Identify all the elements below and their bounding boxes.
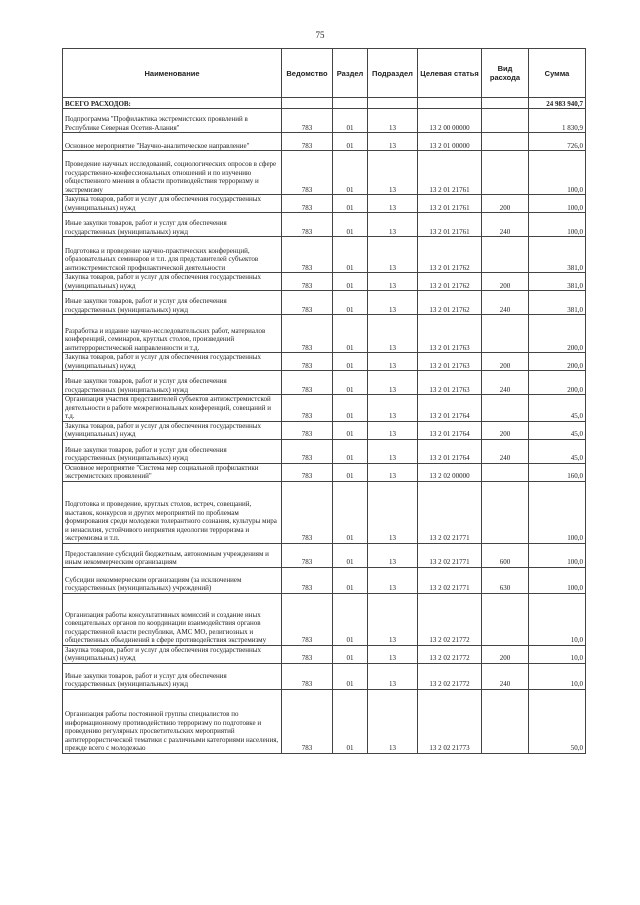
total-sum: 24 983 940,7 [529, 98, 586, 109]
cell-exp-type: 200 [482, 645, 529, 663]
table-row [63, 371, 586, 395]
cell-name: Организация работы консультативных комиссий и создание иных совещательных органов по координации взаимодействия органов государственной власти республики, АМС МО, религиозных и общественных объединений в сфере противодействия экстремизму [63, 593, 282, 645]
cell-dept: 783 [282, 315, 333, 353]
cell-section: 01 [333, 567, 368, 593]
cell-sum: 160,0 [529, 463, 586, 481]
cell-exp-type [482, 481, 529, 543]
cell-exp-type [482, 151, 529, 195]
header-name: Наименование [63, 49, 282, 98]
cell-section: 01 [333, 663, 368, 689]
cell-section: 01 [333, 395, 368, 422]
cell-subsection: 13 [368, 395, 418, 422]
cell-sum: 45,0 [529, 439, 586, 463]
header-sum: Сумма [529, 49, 586, 98]
cell-section: 01 [333, 291, 368, 315]
cell-sum: 45,0 [529, 421, 586, 439]
cell-target: 13 2 02 21773 [418, 689, 482, 753]
cell-section: 01 [333, 133, 368, 151]
cell-subsection: 13 [368, 663, 418, 689]
cell-exp-type: 200 [482, 273, 529, 291]
cell-sum: 381,0 [529, 273, 586, 291]
cell-subsection: 13 [368, 439, 418, 463]
cell-name: Основное мероприятие "Система мер социальной профилактики экстремистских проявлений" [63, 463, 282, 481]
table-row [63, 291, 586, 315]
cell-exp-type [482, 395, 529, 422]
cell-target: 13 2 02 00000 [418, 463, 482, 481]
cell-exp-type [482, 463, 529, 481]
cell-subsection: 13 [368, 593, 418, 645]
cell-subsection: 13 [368, 195, 418, 213]
table-row [63, 663, 586, 689]
cell-exp-type: 240 [482, 291, 529, 315]
cell-dept: 783 [282, 689, 333, 753]
table-row [63, 395, 586, 422]
table-row [63, 481, 586, 543]
cell-dept: 783 [282, 395, 333, 422]
table-row [63, 273, 586, 291]
cell-name: Основное мероприятие "Научно-аналитическое направление" [63, 133, 282, 151]
cell-exp-type [482, 593, 529, 645]
header-exp-type: Вид расхода [482, 49, 529, 98]
cell-subsection: 13 [368, 463, 418, 481]
cell-target: 13 2 02 21772 [418, 663, 482, 689]
cell-dept: 783 [282, 663, 333, 689]
cell-name: Закупка товаров, работ и услуг для обеспечения государственных (муниципальных) нужд [63, 353, 282, 371]
cell-name: Закупка товаров, работ и услуг для обеспечения государственных (муниципальных) нужд [63, 645, 282, 663]
cell-exp-type: 240 [482, 439, 529, 463]
cell-name: Предоставление субсидий бюджетным, автономным учреждениям и иным некоммерческим организациям [63, 543, 282, 567]
cell-target: 13 2 01 21762 [418, 237, 482, 273]
cell-exp-type: 630 [482, 567, 529, 593]
cell-section: 01 [333, 213, 368, 237]
cell-sum: 100,0 [529, 151, 586, 195]
cell-subsection: 13 [368, 689, 418, 753]
cell-sum: 1 830,9 [529, 109, 586, 133]
cell-sum: 200,0 [529, 371, 586, 395]
cell-name: Подготовка и проведение, круглых столов, встреч, совещаний, выставок, конкурсов и других мероприятий по проблемам формирования среди молодежи толерантного сознания, культуры мира и ненасилия, устойчивого неприятия идеологии терроризма и экстремизма и т.п. [63, 481, 282, 543]
cell-section: 01 [333, 463, 368, 481]
cell-name: Подпрограмма "Профилактика экстремистских проявлений в Республике Северная Осетия-Алания" [63, 109, 282, 133]
cell-sum: 100,0 [529, 213, 586, 237]
cell-exp-type: 240 [482, 663, 529, 689]
cell-target: 13 2 01 21762 [418, 273, 482, 291]
cell-sum: 200,0 [529, 353, 586, 371]
table-row [63, 315, 586, 353]
header-target: Целевая статья [418, 49, 482, 98]
table-row [63, 439, 586, 463]
cell-dept: 783 [282, 439, 333, 463]
cell-name: Закупка товаров, работ и услуг для обеспечения государственных (муниципальных) нужд [63, 273, 282, 291]
cell-dept: 783 [282, 109, 333, 133]
cell-name: Закупка товаров, работ и услуг для обеспечения государственных (муниципальных) нужд [63, 195, 282, 213]
cell-section: 01 [333, 109, 368, 133]
table-header-row [63, 49, 586, 98]
cell-section: 01 [333, 593, 368, 645]
cell-dept: 783 [282, 273, 333, 291]
cell-target: 13 2 01 21764 [418, 421, 482, 439]
cell-exp-type: 200 [482, 353, 529, 371]
table-row [63, 133, 586, 151]
table-row [63, 195, 586, 213]
cell-target: 13 2 02 21771 [418, 567, 482, 593]
cell-exp-type [482, 689, 529, 753]
cell-section: 01 [333, 371, 368, 395]
cell-name: Иные закупки товаров, работ и услуг для обеспечения государственных (муниципальных) нужд [63, 663, 282, 689]
cell-section: 01 [333, 543, 368, 567]
cell-target: 13 2 02 21772 [418, 593, 482, 645]
header-subsection: Подраздел [368, 49, 418, 98]
cell-sum: 381,0 [529, 237, 586, 273]
cell-name: Организация участия представителей субъектов антиэкстремистской деятельности в работе межрегиональных конференций, совещаний и т.д. [63, 395, 282, 422]
cell-subsection: 13 [368, 151, 418, 195]
cell-target: 13 2 02 21772 [418, 645, 482, 663]
cell-sum: 100,0 [529, 195, 586, 213]
cell-target: 13 2 01 21763 [418, 353, 482, 371]
cell-subsection: 13 [368, 273, 418, 291]
cell-target: 13 2 01 00000 [418, 133, 482, 151]
cell-target: 13 2 02 21771 [418, 543, 482, 567]
cell-sum: 100,0 [529, 543, 586, 567]
cell-target: 13 2 01 21761 [418, 151, 482, 195]
cell-dept: 783 [282, 421, 333, 439]
table-row [63, 109, 586, 133]
cell-sum: 10,0 [529, 645, 586, 663]
cell-dept: 783 [282, 567, 333, 593]
table-row [63, 421, 586, 439]
cell-section: 01 [333, 689, 368, 753]
cell-section: 01 [333, 421, 368, 439]
page-number: 75 [315, 30, 325, 40]
cell-sum: 381,0 [529, 291, 586, 315]
cell-section: 01 [333, 195, 368, 213]
cell-exp-type [482, 315, 529, 353]
cell-exp-type [482, 237, 529, 273]
cell-target: 13 2 01 21761 [418, 195, 482, 213]
cell-target: 13 2 01 21762 [418, 291, 482, 315]
cell-section: 01 [333, 353, 368, 371]
cell-name: Субсидии некоммерческим организациям (за исключением государственных (муниципальных) учреждений) [63, 567, 282, 593]
cell-subsection: 13 [368, 567, 418, 593]
cell-subsection: 13 [368, 109, 418, 133]
cell-dept: 783 [282, 237, 333, 273]
cell-target: 13 2 01 21763 [418, 315, 482, 353]
cell-section: 01 [333, 315, 368, 353]
cell-subsection: 13 [368, 291, 418, 315]
cell-dept: 783 [282, 213, 333, 237]
cell-exp-type: 200 [482, 195, 529, 213]
cell-exp-type: 240 [482, 371, 529, 395]
cell-target: 13 2 02 21771 [418, 481, 482, 543]
cell-subsection: 13 [368, 353, 418, 371]
cell-exp-type: 200 [482, 421, 529, 439]
table-row [63, 567, 586, 593]
cell-dept: 783 [282, 195, 333, 213]
cell-sum: 50,0 [529, 689, 586, 753]
cell-sum: 200,0 [529, 315, 586, 353]
cell-name: Разработка и издание научно-исследовательских работ, материалов конференций, семинаров, круглых столов, произведений антитеррористической направленности и т.д. [63, 315, 282, 353]
table-row [63, 353, 586, 371]
cell-section: 01 [333, 439, 368, 463]
cell-exp-type [482, 109, 529, 133]
cell-sum: 45,0 [529, 395, 586, 422]
cell-target: 13 2 01 21764 [418, 395, 482, 422]
cell-dept: 783 [282, 543, 333, 567]
header-dept: Ведомство [282, 49, 333, 98]
header-section: Раздел [333, 49, 368, 98]
table-row [63, 237, 586, 273]
cell-section: 01 [333, 481, 368, 543]
cell-name: Иные закупки товаров, работ и услуг для обеспечения государственных (муниципальных) нужд [63, 213, 282, 237]
cell-section: 01 [333, 237, 368, 273]
cell-sum: 100,0 [529, 481, 586, 543]
cell-dept: 783 [282, 463, 333, 481]
cell-name: Организация работы постоянной группы специалистов по информационному противодействию терроризму по подготовке и проведению регулярных просветительских мероприятий антитеррористической тематики с различными категориями населения, прежде всего с молодежью [63, 689, 282, 753]
cell-exp-type: 240 [482, 213, 529, 237]
cell-subsection: 13 [368, 645, 418, 663]
cell-name: Закупка товаров, работ и услуг для обеспечения государственных (муниципальных) нужд [63, 421, 282, 439]
cell-sum: 10,0 [529, 593, 586, 645]
cell-name: Иные закупки товаров, работ и услуг для обеспечения государственных (муниципальных) нужд [63, 291, 282, 315]
cell-dept: 783 [282, 133, 333, 151]
cell-dept: 783 [282, 353, 333, 371]
cell-subsection: 13 [368, 133, 418, 151]
table-row [63, 151, 586, 195]
cell-sum: 100,0 [529, 567, 586, 593]
cell-name: Подготовка и проведение научно-практических конференций, образовательных семинаров и т.п. для представителей субъектов антиэкстремистской профилактической деятельности [63, 237, 282, 273]
table-row [63, 593, 586, 645]
cell-section: 01 [333, 151, 368, 195]
cell-target: 13 2 01 21763 [418, 371, 482, 395]
cell-subsection: 13 [368, 371, 418, 395]
cell-target: 13 2 00 00000 [418, 109, 482, 133]
cell-name: Иные закупки товаров, работ и услуг для обеспечения государственных (муниципальных) нужд [63, 439, 282, 463]
budget-table [62, 48, 586, 754]
cell-sum: 726,0 [529, 133, 586, 151]
cell-subsection: 13 [368, 481, 418, 543]
cell-subsection: 13 [368, 213, 418, 237]
cell-sum: 10,0 [529, 663, 586, 689]
total-row [63, 98, 586, 109]
cell-dept: 783 [282, 371, 333, 395]
total-label: ВСЕГО РАСХОДОВ: [63, 98, 282, 109]
cell-section: 01 [333, 645, 368, 663]
cell-dept: 783 [282, 291, 333, 315]
cell-dept: 783 [282, 481, 333, 543]
cell-section: 01 [333, 273, 368, 291]
cell-name: Иные закупки товаров, работ и услуг для обеспечения государственных (муниципальных) нужд [63, 371, 282, 395]
cell-dept: 783 [282, 151, 333, 195]
cell-subsection: 13 [368, 237, 418, 273]
cell-dept: 783 [282, 593, 333, 645]
table-row [63, 645, 586, 663]
cell-subsection: 13 [368, 315, 418, 353]
cell-exp-type: 600 [482, 543, 529, 567]
cell-target: 13 2 01 21761 [418, 213, 482, 237]
table-row [63, 463, 586, 481]
cell-name: Проведение научных исследований, социологических опросов в сфере государственно-конфессиональных отношений и по изучению общественного мнения в области противодействия терроризму и экстремизму [63, 151, 282, 195]
cell-exp-type [482, 133, 529, 151]
table-row [63, 689, 586, 753]
table-row [63, 213, 586, 237]
table-row [63, 543, 586, 567]
cell-target: 13 2 01 21764 [418, 439, 482, 463]
cell-dept: 783 [282, 645, 333, 663]
cell-subsection: 13 [368, 543, 418, 567]
cell-subsection: 13 [368, 421, 418, 439]
